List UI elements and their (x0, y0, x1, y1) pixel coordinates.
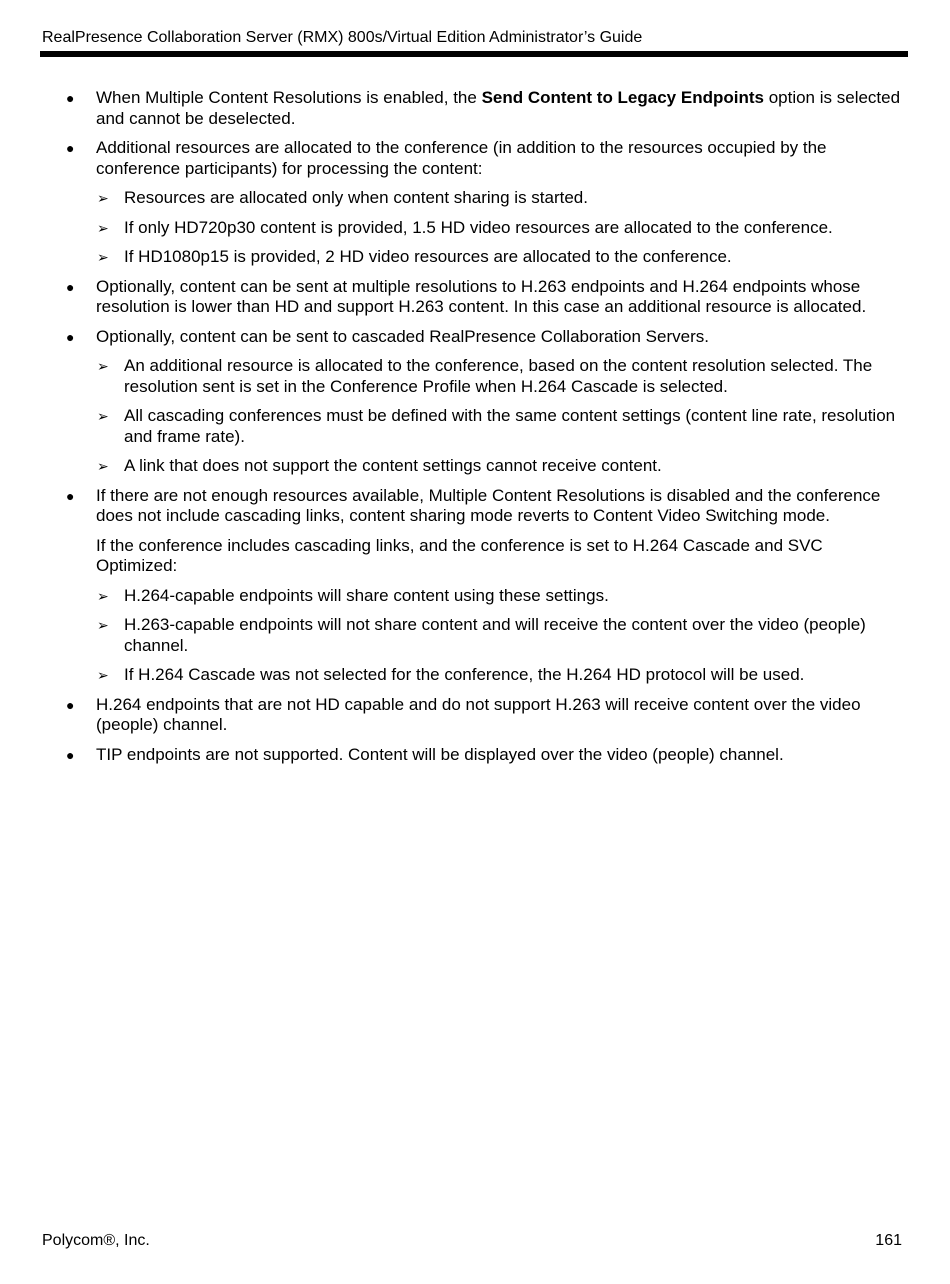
bullet-item (0, 745, 950, 766)
bullet-marker: ● (66, 328, 75, 345)
sub-bullet-text: Resources are allocated only when content sharing is started. (124, 188, 588, 207)
arrow-marker: ➢ (97, 667, 109, 683)
bullet-marker: ● (66, 278, 75, 295)
bullet-item (0, 695, 950, 736)
bullet-text-bold: Send Content to Legacy Endpoints (481, 88, 764, 107)
bullet-text: TIP endpoints are not supported. Content will be displayed over the video (people) channel. (96, 744, 784, 764)
sub-bullet-item (0, 665, 950, 686)
footer-company: Polycom®, Inc. (42, 1232, 150, 1249)
arrow-marker: ➢ (97, 458, 109, 474)
sub-bullet-text: If H.264 Cascade was not selected for the conference, the H.264 HD protocol will be used. (124, 665, 805, 684)
sub-bullet-text: All cascading conferences must be defined with the same content settings (content line rate, resolution and frame rate). (124, 406, 896, 446)
page-content (0, 88, 950, 774)
bullet-marker: ● (66, 746, 75, 763)
sub-bullet-item (0, 586, 950, 607)
paragraph-text: If the conference includes cascading links, and the conference is set to H.264 Cascade and SVC Optimized: (96, 535, 823, 575)
bullet-text: If there are not enough resources available, Multiple Content Resolutions is disabled and the conference does not include cascading links, content sharing mode reverts to Content Video Switching mode. (96, 485, 881, 525)
sub-bullet-item (0, 406, 950, 447)
bullet-marker: ● (66, 487, 75, 504)
sub-bullet-item (0, 456, 950, 477)
bullet-marker: ● (66, 140, 75, 156)
bullet-item (0, 88, 950, 129)
arrow-marker: ➢ (97, 587, 109, 604)
bullet-item (0, 486, 950, 527)
bullet-item (0, 138, 950, 179)
arrow-marker: ➢ (97, 358, 109, 374)
sub-bullet-item (0, 247, 950, 268)
sub-bullet-text: An additional resource is allocated to the conference, based on the content resolution selected. The resolution sent is set in the Conference Profile when H.264 Cascade is selected. (124, 356, 873, 396)
bullet-text: Optionally, content can be sent to cascaded RealPresence Collaboration Servers. (96, 326, 709, 346)
page-header-title: RealPresence Collaboration Server (RMX) 800s/Virtual Edition Administrator’s Guide (42, 29, 643, 46)
footer-page-number: 161 (875, 1232, 902, 1249)
body-paragraph (0, 536, 950, 577)
sub-bullet-text: If only HD720p30 content is provided, 1.5 HD video resources are allocated to the conference. (124, 217, 833, 237)
arrow-marker: ➢ (97, 617, 109, 633)
sub-bullet-item (0, 218, 950, 239)
sub-bullet-text: A link that does not support the content settings cannot receive content. (124, 456, 662, 475)
bullet-item (0, 277, 950, 318)
sub-bullet-text: H.263-capable endpoints will not share content and will receive the content over the video (people) channel. (124, 615, 866, 655)
sub-bullet-item (0, 615, 950, 656)
sub-bullet-item (0, 356, 950, 397)
bullet-text: Additional resources are allocated to the conference (in addition to the resources occupied by the conference participants) for processing the content: (96, 138, 827, 178)
arrow-marker: ➢ (97, 408, 109, 424)
arrow-marker: ➢ (97, 219, 109, 236)
sub-bullet-text: H.264-capable endpoints will share content using these settings. (124, 585, 609, 605)
header-rule (40, 51, 908, 57)
bullet-text: H.264 endpoints that are not HD capable and do not support H.263 will receive content over the video (people) channel. (96, 694, 861, 734)
bullet-text: Optionally, content can be sent at multiple resolutions to H.263 endpoints and H.264 endpoints whose resolution is lower than HD and support H.263 content. In this case an additional resource is allocated. (96, 276, 867, 316)
sub-bullet-text: If HD1080p15 is provided, 2 HD video resources are allocated to the conference. (124, 247, 732, 266)
bullet-marker: ● (66, 90, 75, 106)
bullet-item (0, 327, 950, 348)
bullet-marker: ● (66, 696, 75, 713)
arrow-marker: ➢ (97, 249, 109, 265)
sub-bullet-item (0, 188, 950, 209)
bullet-text-post: option is selected and cannot be deselected. (96, 88, 901, 128)
bullet-text-pre: When Multiple Content Resolutions is enabled, the (96, 88, 482, 107)
arrow-marker: ➢ (97, 190, 109, 206)
